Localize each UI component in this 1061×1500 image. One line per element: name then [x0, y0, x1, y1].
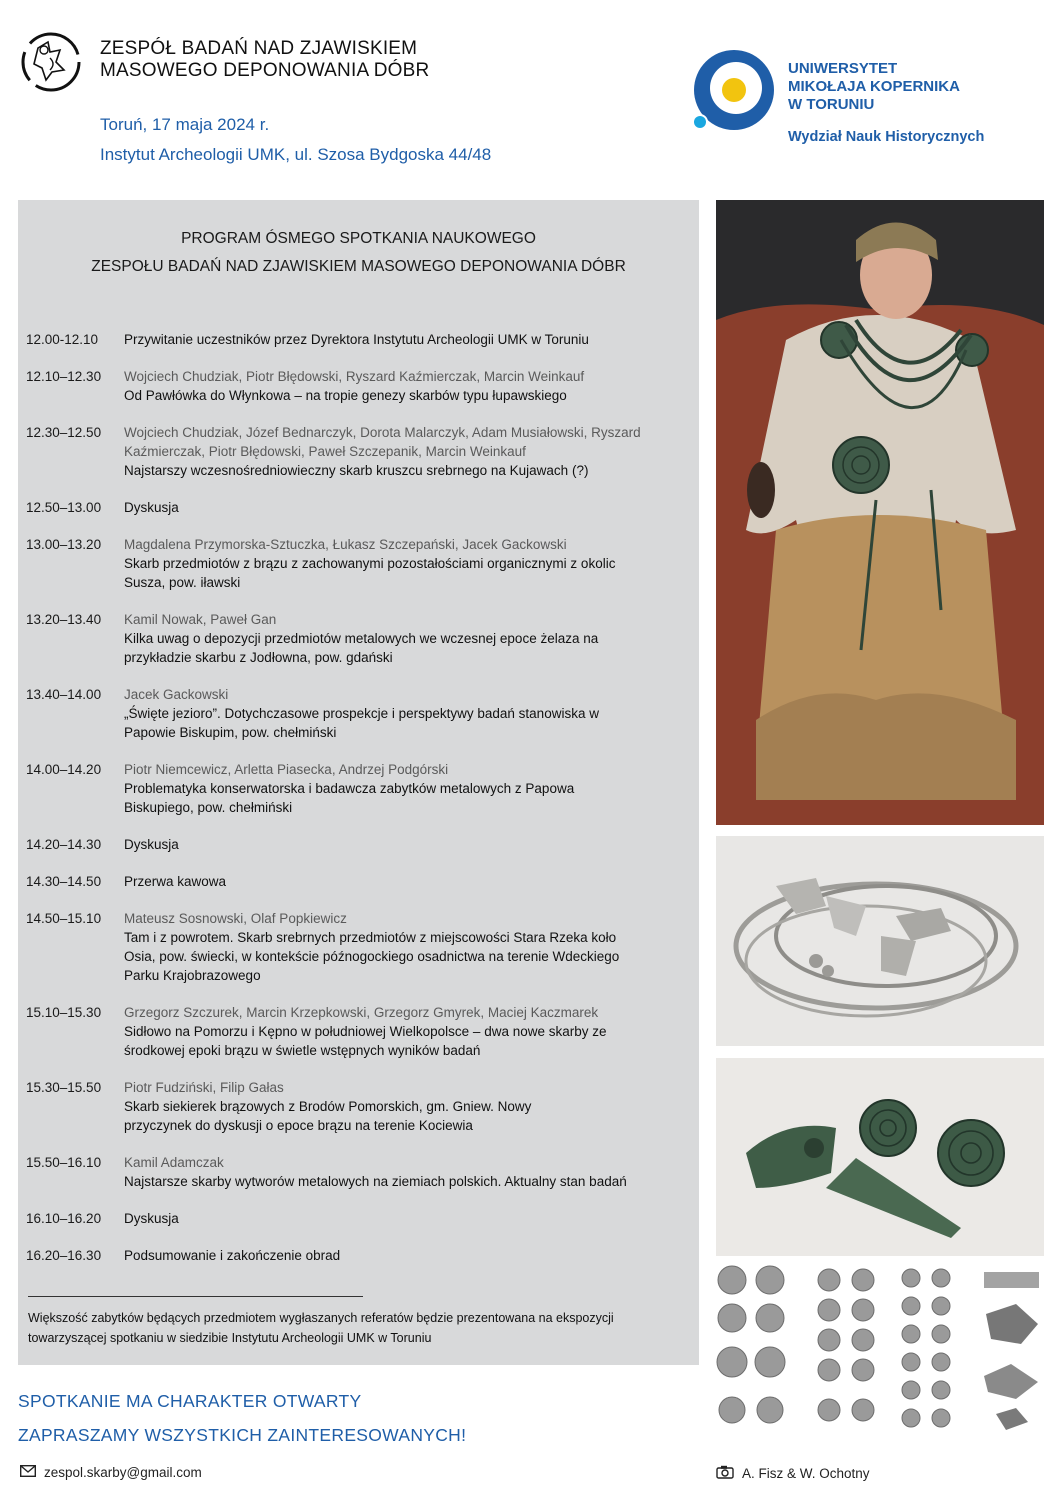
agenda-authors: Magdalena Przymorska-Sztuczka, Łukasz Szczepański, Jacek Gackowski	[124, 537, 567, 552]
credit-text: A. Fisz & W. Ochotny	[742, 1466, 870, 1481]
open-meeting-notice: SPOTKANIE MA CHARAKTER OTWARTY	[18, 1391, 362, 1411]
agenda-topic: Podsumowanie i zakończenie obrad	[124, 1248, 341, 1263]
agenda-time: 15.30–15.50	[26, 1080, 102, 1095]
university-name	[788, 60, 960, 114]
agenda-topic: Problematyka konserwatorska i badawcza zabytków metalowych z Papowa Biskupiego, pow. chełmiński	[124, 781, 575, 815]
camera-icon	[716, 1465, 734, 1482]
agenda-authors: Wojciech Chudziak, Piotr Błędowski, Ryszard Kaźmierczak, Marcin Weinkauf	[124, 369, 585, 384]
agenda-topic: Dyskusja	[124, 837, 179, 852]
agenda-item	[26, 423, 696, 480]
agenda-time: 13.40–14.00	[26, 687, 102, 702]
agenda-item	[26, 760, 696, 817]
agenda-list	[26, 330, 696, 1283]
silver-hoard-photo	[716, 836, 1044, 1046]
agenda-topic: Sidłowo na Pomorzu i Kępno w południowej Wielkopolsce – dwa nowe skarby ze środkowej epoki brązu w świetle wstępnych wyników badań	[124, 1024, 607, 1058]
coins-photo	[716, 1264, 1044, 1434]
invitation-notice: ZAPRASZAMY WSZYSTKICH ZAINTERESOWANYCH!	[18, 1425, 467, 1445]
agenda-item	[26, 367, 696, 405]
agenda-time: 14.20–14.30	[26, 837, 102, 852]
agenda-time: 12.00-12.10	[26, 332, 99, 347]
agenda-item	[26, 610, 696, 667]
photo-credit	[716, 1465, 870, 1482]
costume-reconstruction-photo	[716, 200, 1044, 825]
agenda-topic: Skarb siekierek brązowych z Brodów Pomorskich, gm. Gniew. Nowy przyczynek do dyskusji o epoce brązu na terenie Kociewia	[124, 1099, 532, 1133]
agenda-item	[26, 535, 696, 592]
agenda-item	[26, 872, 696, 891]
event-date: Toruń, 17 maja 2024 r.	[100, 115, 270, 134]
agenda-authors: Kamil Adamczak	[124, 1155, 224, 1170]
team-logo	[20, 28, 82, 96]
agenda-time: 12.10–12.30	[26, 369, 102, 384]
team-name-line1: ZESPÓŁ BADAŃ NAD ZJAWISKIEM	[100, 38, 418, 59]
event-info	[100, 110, 491, 170]
agenda-authors: Kamil Nowak, Paweł Gan	[124, 612, 277, 627]
agenda-topic: Kilka uwag o depozycji przedmiotów metalowych we wczesnej epoce żelaza na przykładzie skarbu z Jodłowna, pow. gdański	[124, 631, 599, 665]
university-line1: UNIWERSYTET	[788, 60, 898, 77]
program-title-line2: ZESPOŁU BADAŃ NAD ZJAWISKIEM MASOWEGO DEPONOWANIA DÓBR	[91, 258, 626, 275]
umk-logo	[688, 50, 774, 136]
program-panel	[18, 200, 699, 1365]
agenda-item	[26, 1209, 696, 1228]
agenda-time: 12.30–12.50	[26, 425, 102, 440]
agenda-time: 16.20–16.30	[26, 1248, 102, 1263]
agenda-topic: Od Pawłówka do Włynkowa – na tropie genezy skarbów typu łupawskiego	[124, 388, 567, 403]
agenda-item	[26, 1003, 696, 1060]
divider	[28, 1296, 363, 1297]
email-text[interactable]: zespol.skarby@gmail.com	[44, 1465, 202, 1480]
agenda-time: 14.00–14.20	[26, 762, 102, 777]
agenda-authors: Piotr Fudziński, Filip Gałas	[124, 1080, 284, 1095]
contact-email[interactable]	[20, 1465, 202, 1480]
team-name	[100, 38, 429, 82]
department-name: Wydział Nauk Historycznych	[788, 129, 985, 145]
agenda-topic: Przywitanie uczestników przez Dyrektora Instytutu Archeologii UMK w Toruniu	[124, 332, 589, 347]
agenda-authors: Jacek Gackowski	[124, 687, 229, 702]
university-line3: W TORUNIU	[788, 96, 875, 113]
agenda-authors: Piotr Niemcewicz, Arletta Piasecka, Andrzej Podgórski	[124, 762, 449, 777]
agenda-item	[26, 1246, 696, 1265]
event-venue: Instytut Archeologii UMK, ul. Szosa Bydgoska 44/48	[100, 145, 492, 164]
agenda-topic: „Święte jezioro”. Dotychczasowe prospekcje i perspektywy badań stanowiska w Papowie Biskupim, pow. chełmiński	[124, 706, 599, 740]
agenda-authors: Grzegorz Szczurek, Marcin Krzepkowski, Grzegorz Gmyrek, Maciej Kaczmarek	[124, 1005, 599, 1020]
agenda-time: 13.00–13.20	[26, 537, 102, 552]
agenda-authors: Mateusz Sosnowski, Olaf Popkiewicz	[124, 911, 347, 926]
agenda-topic: Dyskusja	[124, 500, 179, 515]
agenda-authors: Wojciech Chudziak, Józef Bednarczyk, Dorota Malarczyk, Adam Musiałowski, Ryszard Kaźmierczak, Piotr Błędowski, Paweł Szczepanik, Marcin Weinkauf	[124, 425, 641, 459]
agenda-item	[26, 685, 696, 742]
agenda-topic: Tam i z powrotem. Skarb srebrnych przedmiotów z miejscowości Stara Rzeka koło Osia, pow. świecki, w kontekście późnogockiego osadnictwa na terenie Wdeckiego Parku Krajobrazowego	[124, 930, 620, 983]
exhibition-note: Większość zabytków będących przedmiotem wygłaszanych referatów będzie prezentowana na ekspozycji towarzyszącej spotkaniu w siedzibie Instytutu Archeologii UMK w Toruniu	[28, 1311, 614, 1345]
mail-icon	[20, 1465, 36, 1480]
agenda-topic: Przerwa kawowa	[124, 874, 227, 889]
agenda-topic: Najstarszy wczesnośredniowieczny skarb kruszcu srebrnego na Kujawach (?)	[124, 463, 589, 478]
program-title	[18, 225, 699, 281]
agenda-item	[26, 909, 696, 985]
agenda-topic: Skarb przedmiotów z brązu z zachowanymi pozostałościami organicznymi z okolic Susza, pow. iławski	[124, 556, 616, 590]
agenda-time: 13.20–13.40	[26, 612, 102, 627]
agenda-item	[26, 330, 696, 349]
program-title-line1: PROGRAM ÓSMEGO SPOTKANIA NAUKOWEGO	[181, 230, 536, 247]
agenda-time: 15.50–16.10	[26, 1155, 102, 1170]
agenda-time: 16.10–16.20	[26, 1211, 102, 1226]
agenda-item	[26, 1153, 696, 1191]
agenda-time: 14.50–15.10	[26, 911, 102, 926]
agenda-item	[26, 498, 696, 517]
team-name-line2: MASOWEGO DEPONOWANIA DÓBR	[100, 60, 430, 81]
agenda-topic: Najstarsze skarby wytworów metalowych na ziemiach polskich. Aktualny stan badań	[124, 1174, 627, 1189]
bronze-hoard-photo	[716, 1058, 1044, 1256]
agenda-topic: Dyskusja	[124, 1211, 179, 1226]
agenda-item	[26, 835, 696, 854]
agenda-item	[26, 1078, 696, 1135]
agenda-time: 15.10–15.30	[26, 1005, 102, 1020]
university-line2: MIKOŁAJA KOPERNIKA	[788, 78, 960, 95]
agenda-time: 14.30–14.50	[26, 874, 102, 889]
agenda-time: 12.50–13.00	[26, 500, 102, 515]
